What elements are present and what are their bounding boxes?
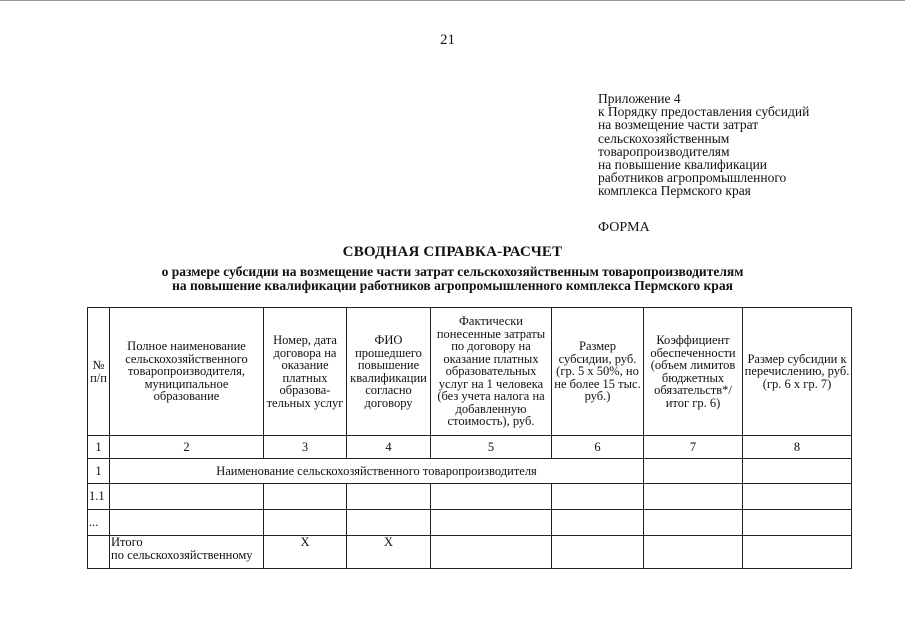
table-cell bbox=[552, 484, 644, 510]
page-number: 21 bbox=[440, 32, 455, 48]
header-cell-transfer: Размер субсидии к перечислению, руб. (гр. 6 х гр. 7) bbox=[743, 308, 852, 436]
table-row bbox=[88, 484, 852, 510]
total-row bbox=[88, 536, 852, 569]
table-cell bbox=[644, 484, 743, 510]
appendix-line: товаропроизводителям bbox=[598, 143, 730, 159]
column-number: 4 bbox=[347, 436, 431, 459]
column-number: 7 bbox=[644, 436, 743, 459]
appendix-line: работников агропромышленного bbox=[598, 170, 787, 186]
table-cell bbox=[431, 536, 552, 569]
header-cell-num: № п/п bbox=[88, 308, 110, 436]
table-cell bbox=[110, 484, 264, 510]
table-cell bbox=[264, 484, 347, 510]
table-cell bbox=[88, 536, 110, 569]
table-cell bbox=[347, 510, 431, 536]
column-number: 6 bbox=[552, 436, 644, 459]
column-numbers-row bbox=[88, 436, 852, 459]
table-cell bbox=[743, 536, 852, 569]
form-label: ФОРМА bbox=[598, 220, 650, 235]
table-cell bbox=[110, 510, 264, 536]
subtitle-line-1: о размере субсидии на возмещение части затрат сельскохозяйственным товаропроизводителям bbox=[161, 264, 744, 279]
table-row bbox=[88, 510, 852, 536]
column-number: 1 bbox=[88, 436, 110, 459]
table-cell bbox=[431, 510, 552, 536]
appendix-line: Приложение 4 bbox=[598, 91, 681, 106]
header-cell-name: Полное наименование сельскохозяйственного товаропроизводителя, муниципальное образование bbox=[110, 308, 264, 436]
group-row bbox=[88, 459, 852, 484]
document-subtitle bbox=[0, 265, 905, 292]
column-number: 2 bbox=[110, 436, 264, 459]
column-number: 5 bbox=[431, 436, 552, 459]
subtitle-line-2: на повышение квалификации работников агропромышленного комплекса Пермского края bbox=[172, 277, 733, 293]
appendix-block bbox=[598, 92, 809, 198]
row-num: 1.1 bbox=[88, 484, 110, 510]
table-cell bbox=[347, 484, 431, 510]
table-cell bbox=[743, 510, 852, 536]
appendix-line: к Порядку предоставления субсидий bbox=[598, 104, 810, 120]
table-cell bbox=[644, 536, 743, 569]
header-cell-costs: Фактически понесенные затраты по договору на оказание платных образовательных услуг на 1 человека (без учета налога на добавленную стоимость), руб. bbox=[431, 308, 552, 436]
table-cell bbox=[644, 459, 743, 484]
appendix-line: на возмещение части затрат bbox=[598, 117, 759, 133]
group-row-label: Наименование сельскохозяйственного товаропроизводителя bbox=[110, 459, 644, 484]
calculation-table bbox=[87, 307, 852, 569]
header-cell-coefficient: Коэффициент обеспеченности (объем лимитов бюджетных обязательств*/ итог гр. 6) bbox=[644, 308, 743, 436]
table-cell bbox=[552, 510, 644, 536]
group-row-num: 1 bbox=[88, 459, 110, 484]
row-num: ... bbox=[88, 510, 110, 536]
total-label-line-2: по сельскохозяйственному bbox=[111, 547, 253, 562]
total-cell-col3: Х bbox=[264, 536, 347, 569]
page-top-border bbox=[0, 0, 905, 1]
total-label bbox=[110, 536, 264, 569]
table-cell bbox=[552, 536, 644, 569]
table-cell bbox=[264, 510, 347, 536]
column-number: 3 bbox=[264, 436, 347, 459]
table-cell bbox=[743, 459, 852, 484]
total-cell-col4: Х bbox=[347, 536, 431, 569]
header-cell-subsidy: Размер субсидии, руб. (гр. 5 х 50%, но не более 15 тыс. руб.) bbox=[552, 308, 644, 436]
table-cell bbox=[743, 484, 852, 510]
table-header-row bbox=[88, 308, 852, 436]
header-cell-fio: ФИО прошедшего повышение квалификации согласно договору bbox=[347, 308, 431, 436]
appendix-line: сельскохозяйственным bbox=[598, 130, 730, 146]
appendix-line: комплекса Пермского края bbox=[598, 183, 751, 199]
document-title: СВОДНАЯ СПРАВКА-РАСЧЕТ bbox=[342, 244, 563, 260]
column-number: 8 bbox=[743, 436, 852, 459]
table-cell bbox=[431, 484, 552, 510]
header-cell-contract: Номер, дата договора на оказание платных образова-тельных услуг bbox=[264, 308, 347, 436]
total-label-line-1: Итого bbox=[111, 535, 143, 549]
appendix-line: на повышение квалификации bbox=[598, 157, 768, 173]
table-cell bbox=[644, 510, 743, 536]
